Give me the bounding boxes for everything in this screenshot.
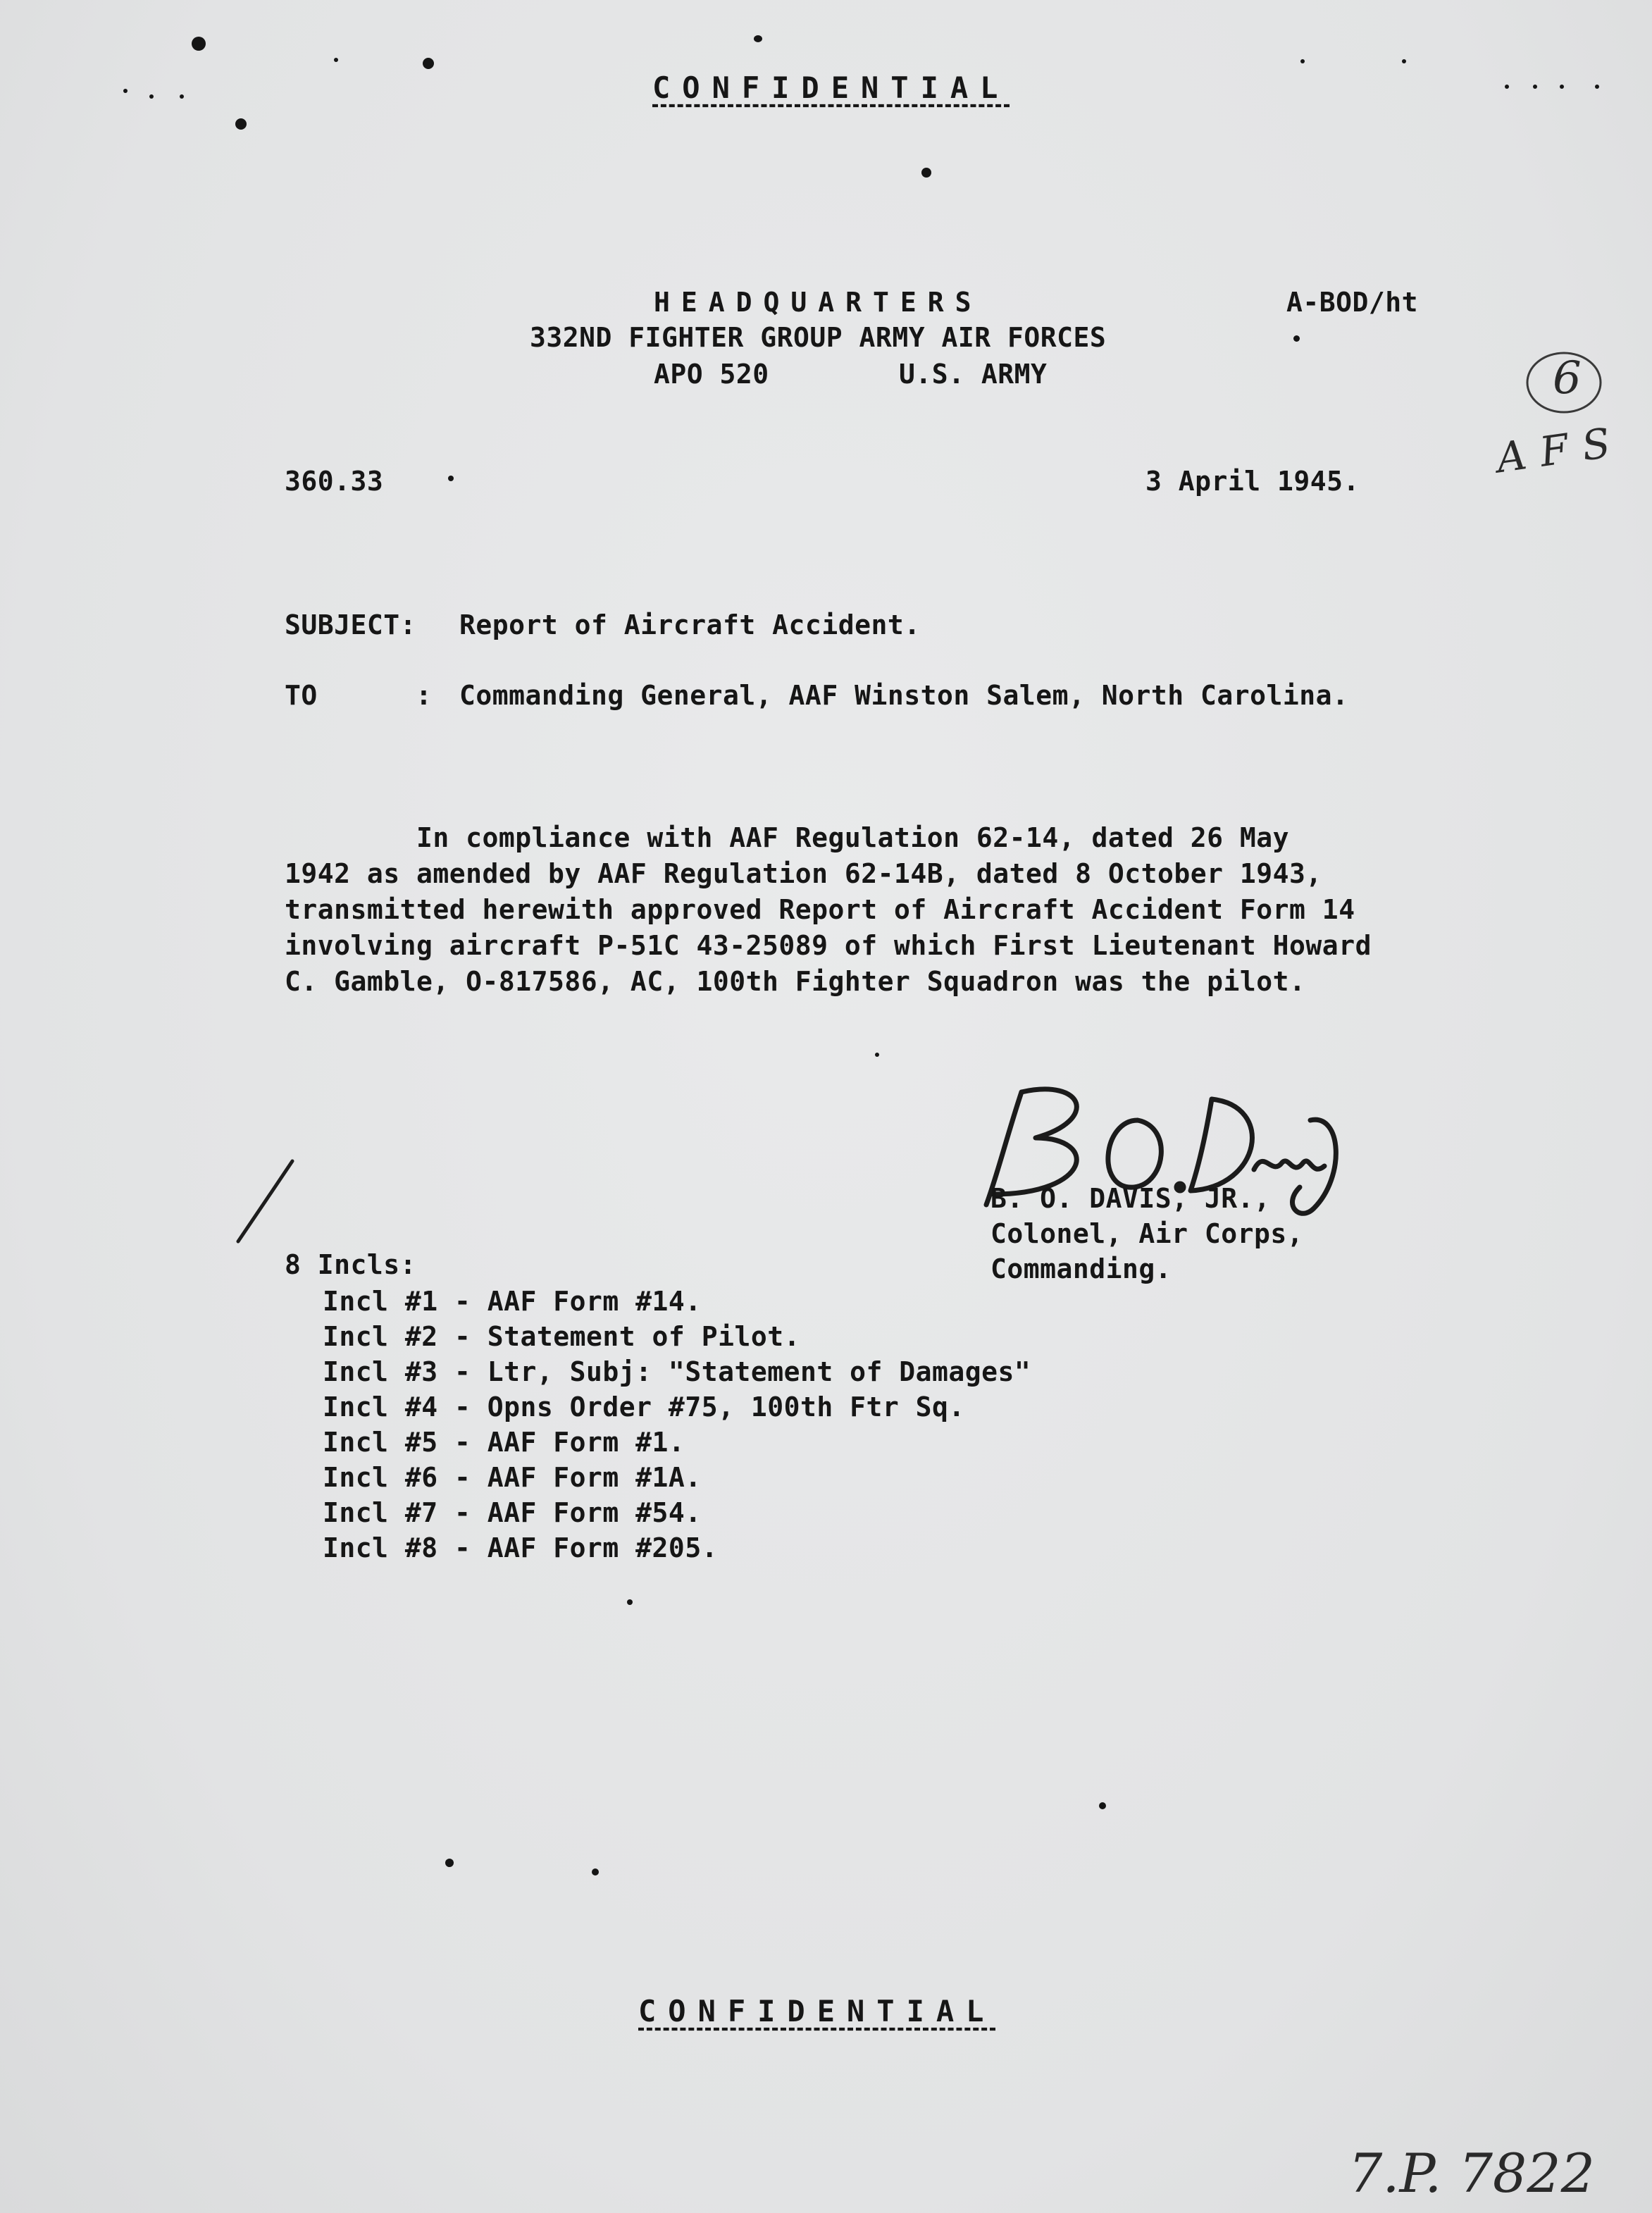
inclosure-item: Incl #3 - Ltr, Subj: "Statement of Damages"	[323, 1356, 1031, 1387]
to-text: Commanding General, AAF Winston Salem, North Carolina.	[459, 680, 1349, 711]
ink-speck	[334, 58, 338, 62]
letterhead-apo: APO 520	[654, 359, 769, 390]
inclosure-item: Incl #8 - AAF Form #205.	[323, 1532, 719, 1563]
signer-role: Commanding.	[990, 1253, 1172, 1284]
ink-speck	[1099, 1802, 1106, 1809]
inclosure-item: Incl #1 - AAF Form #14.	[323, 1286, 702, 1317]
reference-initials: A-BOD/ht	[1286, 287, 1419, 318]
subject-label: SUBJECT:	[285, 609, 417, 640]
to-colon: :	[416, 680, 433, 711]
ink-speck	[754, 35, 762, 42]
letterhead-unit: 332ND FIGHTER GROUP ARMY AIR FORCES	[530, 322, 1107, 353]
inclosure-item: Incl #4 - Opns Order #75, 100th Ftr Sq.	[323, 1391, 965, 1422]
classification-top: CONFIDENTIAL	[652, 70, 1010, 105]
ink-speck	[1293, 335, 1300, 342]
ink-speck	[180, 94, 184, 99]
ink-speck	[921, 168, 931, 178]
file-number: 360.33	[285, 466, 384, 497]
ink-speck	[1402, 59, 1406, 63]
circled-number-text: 6	[1553, 352, 1582, 404]
inclosure-item: Incl #7 - AAF Form #54.	[323, 1497, 702, 1528]
ink-speck	[445, 1859, 454, 1867]
signer-name: B. O. DAVIS, JR.,	[990, 1183, 1271, 1214]
inclosure-item: Incl #6 - AAF Form #1A.	[323, 1462, 702, 1493]
ink-speck	[1300, 59, 1305, 63]
ink-speck	[875, 1053, 879, 1057]
to-label: TO	[285, 680, 318, 711]
classification-bottom: CONFIDENTIAL	[638, 1994, 996, 2028]
ink-speck	[235, 118, 247, 130]
letterhead-headquarters: HEADQUARTERS	[654, 287, 983, 318]
ink-speck	[1505, 85, 1509, 89]
ink-speck	[123, 89, 128, 93]
body-line: In compliance with AAF Regulation 62-14, dated 26 May	[285, 822, 1290, 853]
signer-rank: Colonel, Air Corps,	[990, 1218, 1304, 1249]
archive-number-annotation: 7.P. 7822	[1348, 2142, 1595, 2205]
inclosure-item: Incl #2 - Statement of Pilot.	[323, 1321, 800, 1352]
ink-speck	[423, 58, 434, 69]
body-line: involving aircraft P-51C 43-25089 of which First Lieutenant Howard	[285, 930, 1372, 961]
ink-speck	[592, 1868, 599, 1876]
letterhead-army: U.S. ARMY	[899, 359, 1048, 390]
ink-speck	[149, 94, 154, 99]
ink-speck	[627, 1599, 633, 1605]
ink-speck	[192, 37, 206, 51]
inclosure-item: Incl #5 - AAF Form #1.	[323, 1427, 685, 1458]
letter-date: 3 April 1945.	[1145, 466, 1360, 497]
pencil-tick-mark	[232, 1155, 303, 1247]
subject-text: Report of Aircraft Accident.	[459, 609, 921, 640]
body-line: 1942 as amended by AAF Regulation 62-14B, dated 8 October 1943,	[285, 858, 1322, 889]
ink-speck	[1533, 85, 1537, 89]
afs-annotation: AFS	[1493, 416, 1627, 483]
inclosures-header: 8 Incls:	[285, 1249, 417, 1280]
body-line: transmitted herewith approved Report of Aircraft Accident Form 14	[285, 894, 1355, 925]
ink-speck	[1560, 85, 1564, 89]
body-line: C. Gamble, O-817586, AC, 100th Fighter Squadron was the pilot.	[285, 966, 1306, 997]
ink-speck	[1595, 85, 1599, 89]
ink-speck	[448, 476, 454, 481]
